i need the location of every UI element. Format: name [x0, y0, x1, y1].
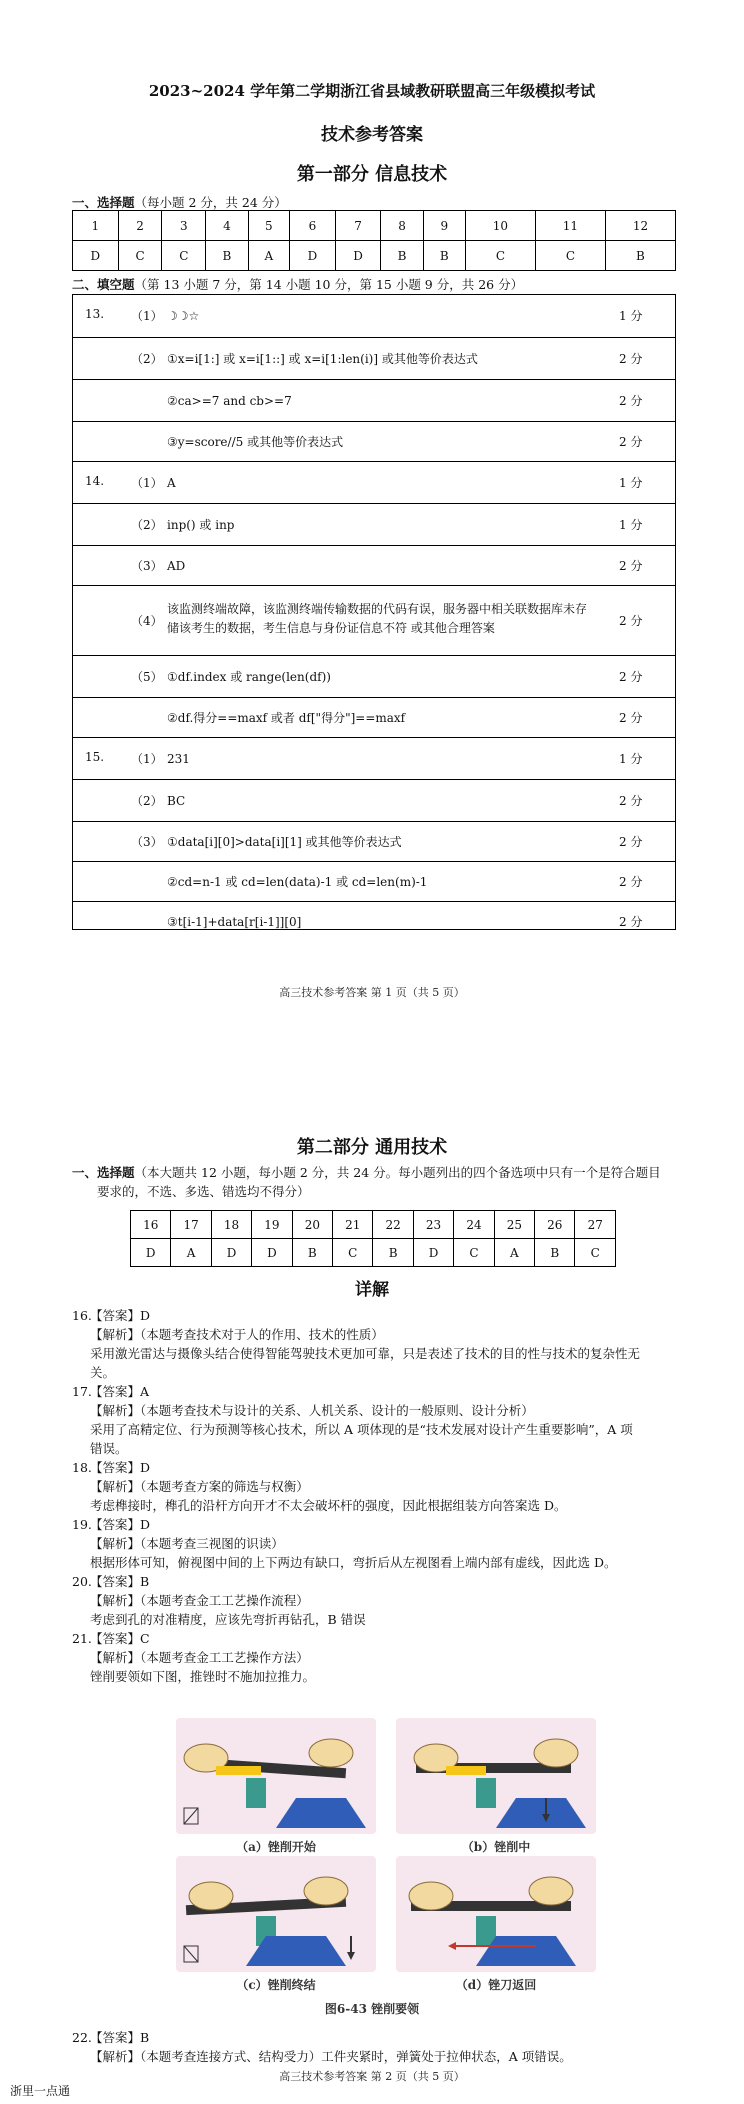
question-number-cell: 5 — [248, 211, 290, 241]
question-number-cell: 11 — [535, 211, 605, 241]
detail-answer: 【答案】D — [90, 1517, 151, 1532]
answer-cell: B — [381, 241, 423, 271]
part1-choice-heading — [72, 193, 287, 211]
answer-text: ②cd=n-1 或 cd=len(data)-1 或 cd=len(m)-1 — [167, 875, 428, 889]
figure-caption-c: （c）锉削终结 — [236, 1978, 316, 1992]
part1-fill-heading — [72, 275, 523, 293]
file-return-illustration — [396, 1856, 596, 1972]
question-number-cell: 12 — [605, 211, 675, 241]
question-number: 13. — [85, 307, 105, 321]
detail-number: 17. — [72, 1384, 92, 1399]
detail-answer: 【答案】A — [90, 1384, 150, 1399]
answer-text: 该监测终端故障，该监测终端传输数据的代码有误，服务器中相关联数据库未存储该考生的数据，考生信息与身份证信息不符 或其他合理答案 — [167, 602, 588, 635]
fill-row — [73, 737, 675, 779]
exam-title: 2023~2024 学年第二学期浙江省县域教研联盟高三年级模拟考试 — [148, 82, 596, 100]
answer-cell: D — [73, 241, 119, 271]
detail-body-line: 采用了高精定位、行为预测等核心技术，所以 A 项体现的是“技术发展对设计产生重要影响”，A 项 — [90, 1422, 633, 1437]
sub-question: （1） — [131, 476, 163, 490]
fill-row — [73, 545, 675, 585]
answer-cell: D — [252, 1239, 292, 1267]
answer-text: ③y=score//5 或其他等价表达式 — [167, 435, 344, 449]
answer-cell: D — [211, 1239, 251, 1267]
fill-heading-label: 二、填空题 — [72, 277, 135, 292]
part2-choice-heading — [72, 1163, 682, 1201]
question-number-cell: 2 — [118, 211, 162, 241]
answer-cell: C — [118, 241, 162, 271]
detail-title: 详解 — [355, 1280, 389, 1300]
detail-analysis: 【解析】（本题考查技术与设计的关系、人机关系、设计的一般原则、设计分析） — [90, 1403, 534, 1418]
sub-question: （2） — [131, 352, 163, 366]
answer-cell: B — [206, 241, 248, 271]
figure-caption-a: （a）锉削开始 — [236, 1840, 316, 1854]
fill-row — [73, 379, 675, 421]
answer-cell: B — [373, 1239, 413, 1267]
detail-number: 16. — [72, 1308, 92, 1323]
detail-answer: 【答案】B — [90, 2030, 150, 2045]
detail-body-line: 考虑榫接时，榫孔的沿杆方向开才不太会破坏杆的强度，因此根据组装方向答案选 D。 — [90, 1498, 567, 1513]
answer-cell: B — [292, 1239, 332, 1267]
question-number: 15. — [85, 750, 105, 764]
page2-footer: 高三技术参考答案 第 2 页（共 5 页） — [279, 2070, 465, 2083]
sub-question: （5） — [131, 670, 163, 684]
points: 2 分 — [619, 670, 643, 684]
fill-row — [73, 697, 675, 737]
points: 1 分 — [619, 476, 643, 490]
choice-heading-label: 一、选择题 — [72, 195, 135, 210]
sub-question: （3） — [131, 835, 163, 849]
detail-analysis: 【解析】（本题考查连接方式、结构受力）工件夹紧时，弹簧处于拉伸状态，A 项错误。 — [90, 2049, 572, 2064]
detail-number: 22. — [72, 2030, 92, 2045]
part1-fill-table — [72, 294, 676, 930]
detail-answer: 【答案】D — [90, 1460, 151, 1475]
points: 2 分 — [619, 559, 643, 573]
points: 1 分 — [619, 309, 643, 323]
fill-row — [73, 655, 675, 697]
question-number-cell: 17 — [171, 1211, 211, 1239]
answer-cell: C — [162, 241, 206, 271]
answer-cell: C — [465, 241, 535, 271]
points: 2 分 — [619, 875, 643, 889]
answer-cell: D — [131, 1239, 171, 1267]
fill-row — [73, 421, 675, 461]
points: 2 分 — [619, 435, 643, 449]
answer-title: 技术参考答案 — [321, 125, 423, 145]
answer-cell: C — [333, 1239, 373, 1267]
detail-analysis: 【解析】（本题考查金工工艺操作流程） — [90, 1593, 309, 1608]
part1-title: 第一部分 信息技术 — [296, 164, 448, 185]
points: 1 分 — [619, 752, 643, 766]
answer-cell: A — [248, 241, 290, 271]
fill-row — [73, 861, 675, 901]
question-number-cell: 16 — [131, 1211, 171, 1239]
question-number-cell: 10 — [465, 211, 535, 241]
answer-cell: B — [605, 241, 675, 271]
answer-cell: B — [535, 1239, 575, 1267]
answer-cell: C — [454, 1239, 494, 1267]
detail-analysis: 【解析】（本题考查金工工艺操作方法） — [90, 1650, 309, 1665]
detail-body-line: 锉削要领如下图，推锉时不施加拉推力。 — [90, 1669, 316, 1684]
question-number-cell: 27 — [575, 1211, 616, 1239]
detail-body-line: 错误。 — [90, 1441, 128, 1456]
answer-text: inp() 或 inp — [167, 518, 235, 532]
file-middle-illustration — [396, 1718, 596, 1834]
question-number-cell: 25 — [494, 1211, 534, 1239]
answer-text: ①df.index 或 range(len(df)) — [167, 670, 331, 684]
detail-answer: 【答案】B — [90, 1574, 150, 1589]
answer-text: BC — [167, 794, 186, 808]
detail-analysis: 【解析】（本题考查方案的筛选与权衡） — [90, 1479, 309, 1494]
sub-question: （3） — [131, 559, 163, 573]
watermark: 浙里一点通 — [10, 2084, 71, 2098]
answer-cell: A — [171, 1239, 211, 1267]
question-number-cell: 26 — [535, 1211, 575, 1239]
detail-body-line: 考虑到孔的对准精度，应该先弯折再钻孔，B 错误 — [90, 1612, 366, 1627]
sub-question: （1） — [131, 752, 163, 766]
question-number-cell: 3 — [162, 211, 206, 241]
figure-caption-b: （b）锉削中 — [461, 1840, 531, 1854]
answer-cell: D — [413, 1239, 453, 1267]
question-number-cell: 21 — [333, 1211, 373, 1239]
answer-text: A — [167, 476, 176, 490]
detail-answer: 【答案】D — [90, 1308, 151, 1323]
question-number: 14. — [85, 474, 105, 488]
answer-text: ①data[i][0]>data[i][1] 或其他等价表达式 — [167, 835, 402, 849]
detail-number: 18. — [72, 1460, 92, 1475]
question-number-cell: 20 — [292, 1211, 332, 1239]
answer-cell: C — [535, 241, 605, 271]
figure-panel-d — [396, 1856, 596, 1972]
figure-caption-d: （d）锉刀返回 — [455, 1978, 537, 1992]
part1-choice-table — [72, 210, 676, 271]
detail-analysis: 【解析】（本题考查三视图的识读） — [90, 1536, 284, 1551]
question-number-cell: 23 — [413, 1211, 453, 1239]
question-number-cell: 7 — [335, 211, 381, 241]
fill-row — [73, 779, 675, 821]
fill-row — [73, 461, 675, 503]
choice-heading-label: 一、选择题 — [72, 1165, 135, 1180]
part2-title: 第二部分 通用技术 — [296, 1137, 448, 1158]
fill-row — [73, 585, 675, 655]
answer-cell: C — [575, 1239, 616, 1267]
sub-question: （4） — [131, 614, 163, 628]
fill-row — [73, 337, 675, 379]
points: 2 分 — [619, 915, 643, 929]
points: 2 分 — [619, 794, 643, 808]
detail-number: 20. — [72, 1574, 92, 1589]
choice-heading-note: （每小题 2 分，共 24 分） — [134, 195, 287, 210]
detail-number: 21. — [72, 1631, 92, 1646]
question-number-cell: 8 — [381, 211, 423, 241]
fill-row — [73, 295, 675, 337]
answer-text: ②ca>=7 and cb>=7 — [167, 394, 292, 408]
detail-body-line: 采用激光雷达与摄像头结合使得智能驾驶技术更加可靠，只是表述了技术的目的性与技术的复杂性无 — [90, 1346, 641, 1361]
points: 1 分 — [619, 518, 643, 532]
choice-heading-note-2: 要求的，不选、多选、错选均不得分） — [97, 1184, 310, 1199]
answer-text: 231 — [167, 752, 190, 766]
answer-text: ③t[i-1]+data[r[i-1]][0] — [167, 915, 302, 929]
choice-heading-note: （本大题共 12 小题，每小题 2 分，共 24 分。每小题列出的四个备选项中只有一个是符合题目 — [134, 1165, 661, 1180]
question-number-cell: 19 — [252, 1211, 292, 1239]
figure-panel-c — [176, 1856, 376, 1972]
file-end-illustration — [176, 1856, 376, 1972]
fill-row — [73, 821, 675, 861]
answer-text: AD — [167, 559, 186, 573]
fill-heading-note: （第 13 小题 7 分，第 14 小题 10 分，第 15 小题 9 分，共 26 分） — [134, 277, 524, 292]
points: 2 分 — [619, 835, 643, 849]
page1-footer: 高三技术参考答案 第 1 页（共 5 页） — [279, 986, 465, 999]
answer-cell: D — [335, 241, 381, 271]
detail-body-line: 根据形体可知，俯视图中间的上下两边有缺口，弯折后从左视图看上端内部有虚线，因此选 D。 — [90, 1555, 617, 1570]
sub-question: （1） — [131, 309, 163, 323]
answer-cell: A — [494, 1239, 534, 1267]
answer-text: ②df.得分==maxf 或者 df["得分"]==maxf — [167, 711, 406, 725]
figure-panel-a — [176, 1718, 376, 1834]
sub-question: （2） — [131, 794, 163, 808]
file-start-illustration — [176, 1718, 376, 1834]
question-number-cell: 24 — [454, 1211, 494, 1239]
question-number-cell: 18 — [211, 1211, 251, 1239]
fill-row — [73, 901, 675, 941]
answer-cell: D — [290, 241, 336, 271]
question-number-cell: 4 — [206, 211, 248, 241]
figure-title: 图6-43 锉削要领 — [324, 2002, 420, 2016]
detail-body-line: 关。 — [90, 1365, 116, 1380]
points: 2 分 — [619, 614, 643, 628]
question-number-cell: 6 — [290, 211, 336, 241]
sub-question: （2） — [131, 518, 163, 532]
points: 2 分 — [619, 394, 643, 408]
detail-answer: 【答案】C — [90, 1631, 150, 1646]
question-number-cell: 9 — [423, 211, 465, 241]
file-technique-figure — [176, 1718, 596, 1994]
figure-panel-b — [396, 1718, 596, 1834]
detail-analysis: 【解析】（本题考查技术对于人的作用、技术的性质） — [90, 1327, 384, 1342]
answer-text: ☽☽☆ — [167, 309, 200, 323]
question-number-cell: 22 — [373, 1211, 413, 1239]
question-number-cell: 1 — [73, 211, 119, 241]
detail-number: 19. — [72, 1517, 92, 1532]
answer-text: ①x=i[1:] 或 x=i[1::] 或 x=i[1:len(i)] 或其他等价表达式 — [167, 352, 478, 366]
answer-cell: B — [423, 241, 465, 271]
part2-choice-table — [130, 1210, 616, 1267]
points: 2 分 — [619, 711, 643, 725]
points: 2 分 — [619, 352, 643, 366]
fill-row — [73, 503, 675, 545]
